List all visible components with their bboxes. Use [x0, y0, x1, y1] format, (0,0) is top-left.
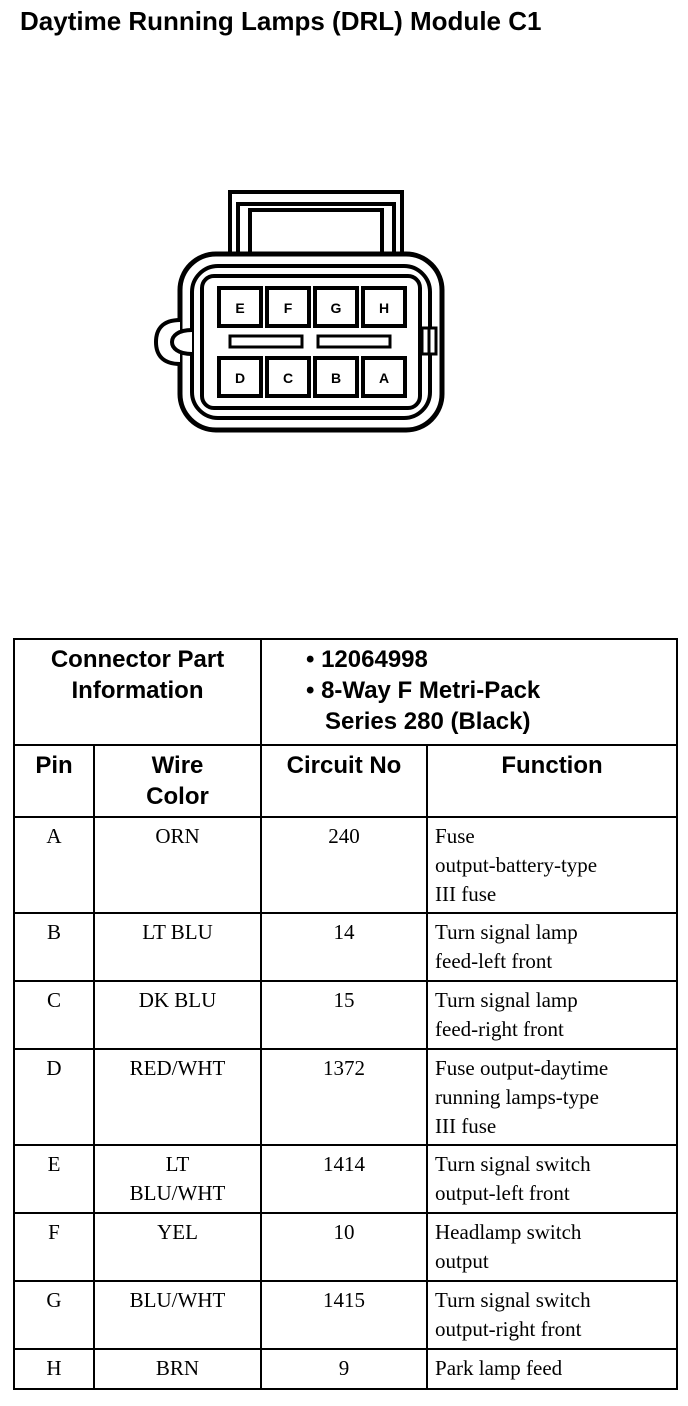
pin-cell: F	[14, 1213, 94, 1281]
table-row	[14, 1349, 677, 1389]
function-cell: Turn signal lamp feed-left front	[427, 913, 677, 981]
function-cell: Turn signal lamp feed-right front	[427, 981, 677, 1049]
circuit-cell: 9	[261, 1349, 427, 1389]
part-series: Series 280 (Black)	[325, 708, 531, 735]
function-cell: Turn signal switch output-left front	[427, 1145, 677, 1213]
connector-lock-tab	[230, 192, 402, 254]
col-header-function: Function	[427, 745, 677, 817]
function-cell: Fuse output-daytime running lamps-type III fuse	[427, 1049, 677, 1145]
wire-color-cell: LT BLU/WHT	[94, 1145, 261, 1213]
circuit-cell: 1414	[261, 1145, 427, 1213]
circuit-cell: 14	[261, 913, 427, 981]
pin-label-e: E	[235, 300, 245, 316]
wire-color-cell: RED/WHT	[94, 1049, 261, 1145]
wire-color-cell: ORN	[94, 817, 261, 913]
wire-color-cell: DK BLU	[94, 981, 261, 1049]
connector-info-table	[13, 638, 678, 1390]
circuit-cell: 1372	[261, 1049, 427, 1145]
pin-label-b: B	[330, 370, 342, 386]
connector-diagram	[140, 180, 450, 440]
circuit-cell: 240	[261, 817, 427, 913]
table-row	[14, 1213, 677, 1281]
pin-cell: G	[14, 1281, 94, 1349]
pin-cell: C	[14, 981, 94, 1049]
part-number: • 12064998	[306, 646, 428, 673]
wire-color-cell: YEL	[94, 1213, 261, 1281]
part-info-label: Connector Part Information	[14, 639, 261, 745]
table-row	[14, 1049, 677, 1145]
pin-label-d: D	[234, 370, 246, 386]
part-info-row	[14, 639, 677, 745]
circuit-cell: 15	[261, 981, 427, 1049]
function-cell: Fuse output-battery-type III fuse	[427, 817, 677, 913]
pin-cell: B	[14, 913, 94, 981]
pin-label-c: C	[282, 370, 294, 386]
table-row	[14, 817, 677, 913]
table-row	[14, 1145, 677, 1213]
wire-color-cell: BRN	[94, 1349, 261, 1389]
connector-right-notch	[422, 328, 436, 354]
pin-cell: A	[14, 817, 94, 913]
col-header-circuit: Circuit No	[261, 745, 427, 817]
circuit-cell: 10	[261, 1213, 427, 1281]
pin-label-h: H	[378, 300, 390, 316]
pin-cell: E	[14, 1145, 94, 1213]
column-header-row	[14, 745, 677, 817]
pin-cell: D	[14, 1049, 94, 1145]
col-header-pin: Pin	[14, 745, 94, 817]
col-header-wire-color: Wire Color	[94, 745, 261, 817]
function-cell: Headlamp switch output	[427, 1213, 677, 1281]
wire-color-cell: LT BLU	[94, 913, 261, 981]
page-title: Daytime Running Lamps (DRL) Module C1	[20, 6, 542, 36]
function-cell: Park lamp feed	[427, 1349, 677, 1389]
pin-rows	[14, 817, 677, 1389]
part-description: • 8-Way F Metri-Pack	[306, 677, 541, 704]
function-cell: Turn signal switch output-right front	[427, 1281, 677, 1349]
pin-label-f: F	[283, 300, 293, 316]
part-info-value	[261, 639, 677, 745]
table-row	[14, 981, 677, 1049]
connector-housing	[180, 254, 442, 430]
table-row	[14, 913, 677, 981]
wire-color-cell: BLU/WHT	[94, 1281, 261, 1349]
pin-label-g: G	[330, 300, 342, 316]
table-row	[14, 1281, 677, 1349]
circuit-cell: 1415	[261, 1281, 427, 1349]
pin-cell: H	[14, 1349, 94, 1389]
pin-label-a: A	[378, 370, 390, 386]
